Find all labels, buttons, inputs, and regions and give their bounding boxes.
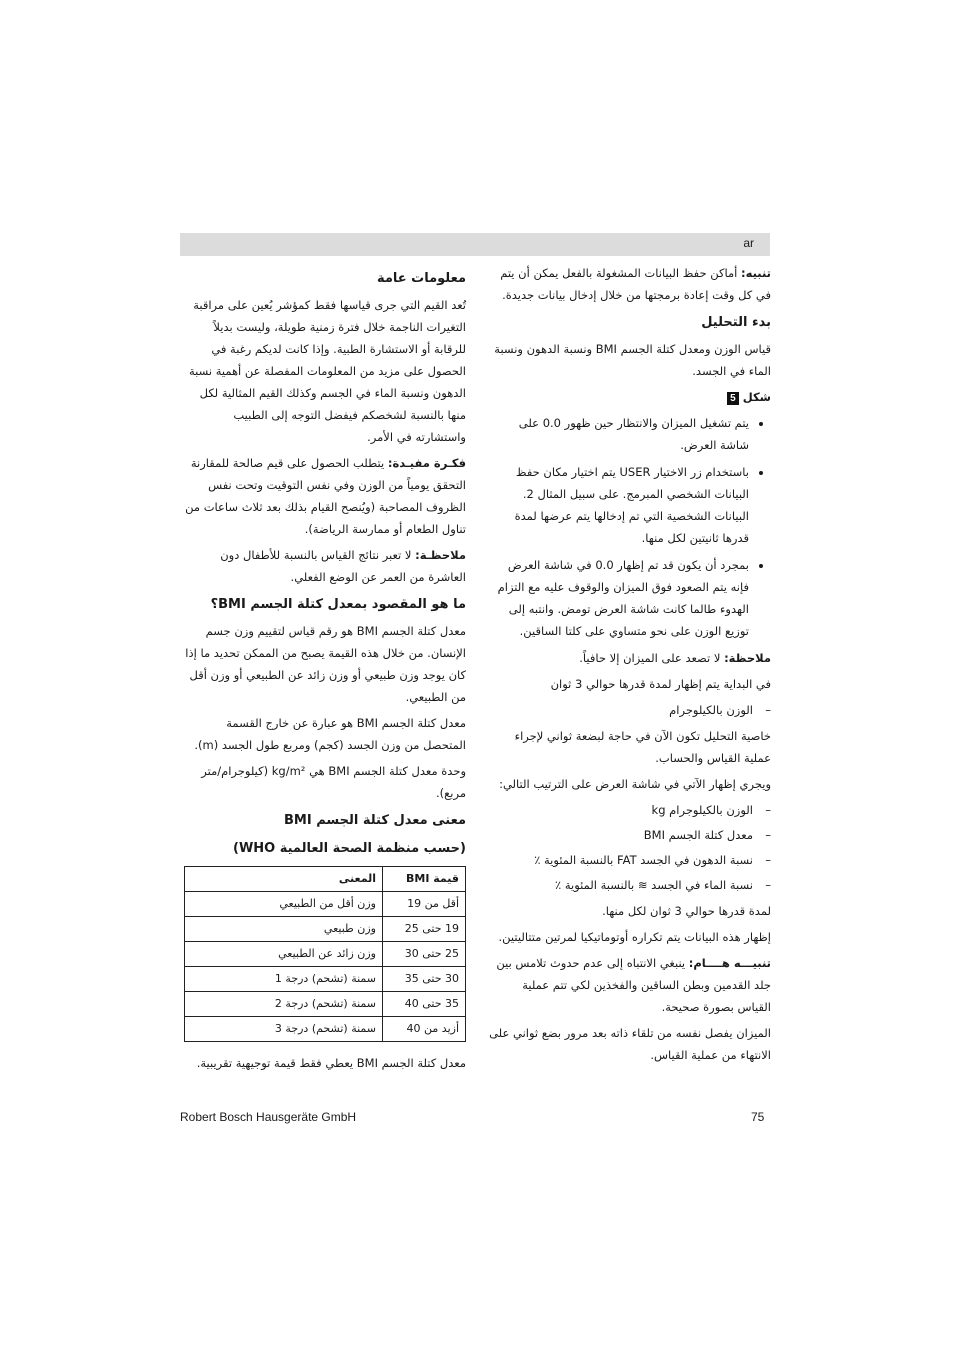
heading-start-analysis: بدء التحليل [701, 315, 771, 330]
table-cell-meaning: سمنة (تشحم) درجة 1 [185, 967, 383, 992]
table-cell-value: 19 حتى 25 [383, 917, 466, 942]
duration-paragraph: لمدة قدرها حوالي 3 ثوان لكل منها. [602, 904, 771, 918]
display-intro-paragraph: في البداية يتم إظهار لمدة قدرها حوالي 3 ثوان [550, 677, 771, 691]
table-cell-value: 35 حتى 40 [383, 992, 466, 1017]
figure-label: شكل [742, 390, 771, 404]
tip-paragraph [182, 452, 466, 540]
repeat-paragraph: إظهار هذه البيانات يتم تكراره أوتوماتيكيا لمرتين متتاليتين. [498, 930, 771, 944]
notice-paragraph [488, 262, 771, 306]
tip-label: فكـرة مفيـدة: [387, 456, 466, 470]
note-label: ملاحظة: [724, 651, 771, 665]
steps-list [488, 412, 771, 642]
analysis-paragraph: خاصية التحليل تكون الآن في حاجة لبضعة ثواني لإجراء عملية القياس والحساب. [514, 729, 771, 765]
table-header-value: قيمة BMI [383, 867, 466, 892]
table-row [185, 942, 466, 967]
list-item: – نسبة الماء في الجسد ≋ بالنسبة المئوية ٪ [488, 874, 771, 896]
table-row [185, 967, 466, 992]
page-number: 75 [751, 1110, 765, 1124]
heading-bmi-who: (حسب منظمة الصحة العالمية WHO) [232, 841, 466, 856]
table-cell-meaning: وزن زائد عن الطبيعي [185, 942, 383, 967]
table-cell-value: أزيد من 40 [383, 1017, 466, 1042]
table-row [185, 1017, 466, 1042]
right-column [488, 262, 771, 1070]
list-item: • بمجرد أن يكون قد تم إظهار 0.0 في شاشة العرض فإنه يتم الصعود فوق الميزان والوقوف عليه مع التزام الهدوء طالما كانت شاشة العرض تومض. وانتبه إلى توزيع الوزن على نحو متساوي على كلتا الساقين. [488, 554, 749, 642]
sequence-paragraph: ويجري إظهار الآتي في شاشة العرض على الترتيب التالي: [499, 777, 771, 791]
table-cell-meaning: وزن أقل من الطبيعي [185, 892, 383, 917]
table-header-meaning: المعنى [185, 867, 383, 892]
table-cell-value: 25 حتى 30 [383, 942, 466, 967]
bmi-unit-paragraph: وحدة معدل كتلة الجسم BMI هي kg/m² (كيلوجرام/متر مربع). [201, 764, 466, 800]
bmi-formula-paragraph: معدل كتلة الجسم BMI هو عبارة عن خارج القسمة المتحصل من وزن الجسد (كجم) ومربع طول الجسد (m). [194, 716, 466, 752]
list-item: – الوزن بالكيلوجرام [488, 699, 771, 721]
figure-number: 5 [727, 392, 739, 405]
note-label: ملاحظـة: [415, 548, 466, 562]
note-text: لا تعبر نتائج القياس بالنسبة للأطفال دون العاشرة من العمر عن الوضع الفعلي. [220, 548, 466, 584]
heading-bmi-meaning: معنى معدل كتلة الجسم BMI [284, 813, 466, 828]
dash-list-2 [488, 799, 771, 896]
bmi-guidance-paragraph: معدل كتلة الجسم BMI يعطي فقط قيمة توجيهية تقريبية. [196, 1056, 466, 1070]
table-cell-meaning: سمنة (تشحم) درجة 2 [185, 992, 383, 1017]
measure-paragraph: قياس الوزن ومعدل كتلة الجسم BMI ونسبة الدهون ونسبة الماء في الجسد. [494, 342, 771, 378]
list-item: • يتم تشغيل الميزان والانتظار حين ظهور 0.0 على شاشة العرض. [488, 412, 749, 456]
table-cell-meaning: سمنة (تشحم) درجة 3 [185, 1017, 383, 1042]
table-cell-value: أقل من 19 [383, 892, 466, 917]
language-code: ar [743, 236, 754, 250]
general-paragraph: تُعد القيم التي جرى قياسها فقط كمؤشر يُعين على مراقبة التغيرات الناجمة خلال فترة زمنية طويلة، وليست بديلاً للرقابة أو الاستشارة الطبية. وإذا كانت لديكم رغبة في الحصول على مزيد من المعلومات المفصلة عن أهمية نسبة الدهون ونسبة الماء في الجسم وكذلك القيم المثالية لكل منها بالنسبة لشخصكم فيفضل التوجه إلى الطبيب واستشارته في الأمر. [188, 298, 466, 444]
heading-what-is-bmi: ما هو المقصود بمعدل كتلة الجسم BMI؟ [210, 597, 466, 612]
list-item: • باستخدام زر الاختيار USER يتم اختيار مكان حفظ البيانات الشخصي المبرمج. على سبيل المثال 2. البيانات الشخصية التي تم إدخالها يتم عرضها لمدة قدرها ثانيتين لكل منها. [488, 461, 749, 549]
notice-label: تنبيه: [741, 266, 771, 280]
list-item: – معدل كتلة الجسم BMI [488, 824, 771, 846]
table-row [185, 917, 466, 942]
table-cell-meaning: وزن طبيعي [185, 917, 383, 942]
figure-reference [488, 386, 771, 408]
left-column [182, 262, 466, 1078]
table-cell-value: 30 حتى 35 [383, 967, 466, 992]
children-note-paragraph [182, 544, 466, 588]
heading-general-info: معلومات عامة [376, 271, 466, 286]
table-row [185, 892, 466, 917]
note-paragraph [488, 647, 771, 669]
list-item: – نسبة الدهون في الجسد FAT بالنسبة المئوية ٪ [488, 849, 771, 871]
list-item: – الوزن بالكيلوجرام kg [488, 799, 771, 821]
bmi-table [184, 866, 466, 1042]
header-bar [180, 233, 770, 256]
note-text: لا تصعد على الميزان إلا حافياً. [579, 651, 725, 665]
dash-list-1 [488, 699, 771, 721]
warning-label: تنبيـــه هــــام: [688, 956, 771, 970]
table-row [185, 992, 466, 1017]
table-header-row [185, 867, 466, 892]
warning-paragraph [488, 952, 771, 1018]
warning-text: ينبغي الانتباه إلى عدم حدوث تلامس بين جلد القدمين وبطن الساقين والفخذين لكي تتم عملية القياس بصورة صحيحة. [496, 956, 771, 1014]
footer-company: Robert Bosch Hausgeräte GmbH [180, 1110, 357, 1124]
auto-off-paragraph: الميزان يفصل نفسه من تلقاء ذاته بعد مرور بضع ثواني على الانتهاء من عملية القياس. [489, 1026, 771, 1062]
tip-text: يتطلب الحصول على قيم صالحة للمقارنة التحقق يومياً من الوزن وفي نفس التوقيت وتحت نفس الظروف المصاحبة (ويُنصح القيام بذلك بعد ثلاث ساعات من تناول الطعام أو ممارسة الرياضة). [185, 456, 466, 536]
notice-text: أماكن حفظ البيانات المشغولة بالفعل يمكن أن يتم في كل وقت إعادة برمجتها من خلال إدخال بيانات جديدة. [500, 266, 771, 302]
bmi-definition-paragraph: معدل كتلة الجسم BMI هو رقم قياس لتقييم وزن جسم الإنسان. من خلال هذه القيمة يصبح من الممكن تحديد ما إذا كان يوجد وزن طبيعي أو وزن زائد عن الطبيعي أو وزن أقل من الطبيعي. [185, 624, 466, 704]
